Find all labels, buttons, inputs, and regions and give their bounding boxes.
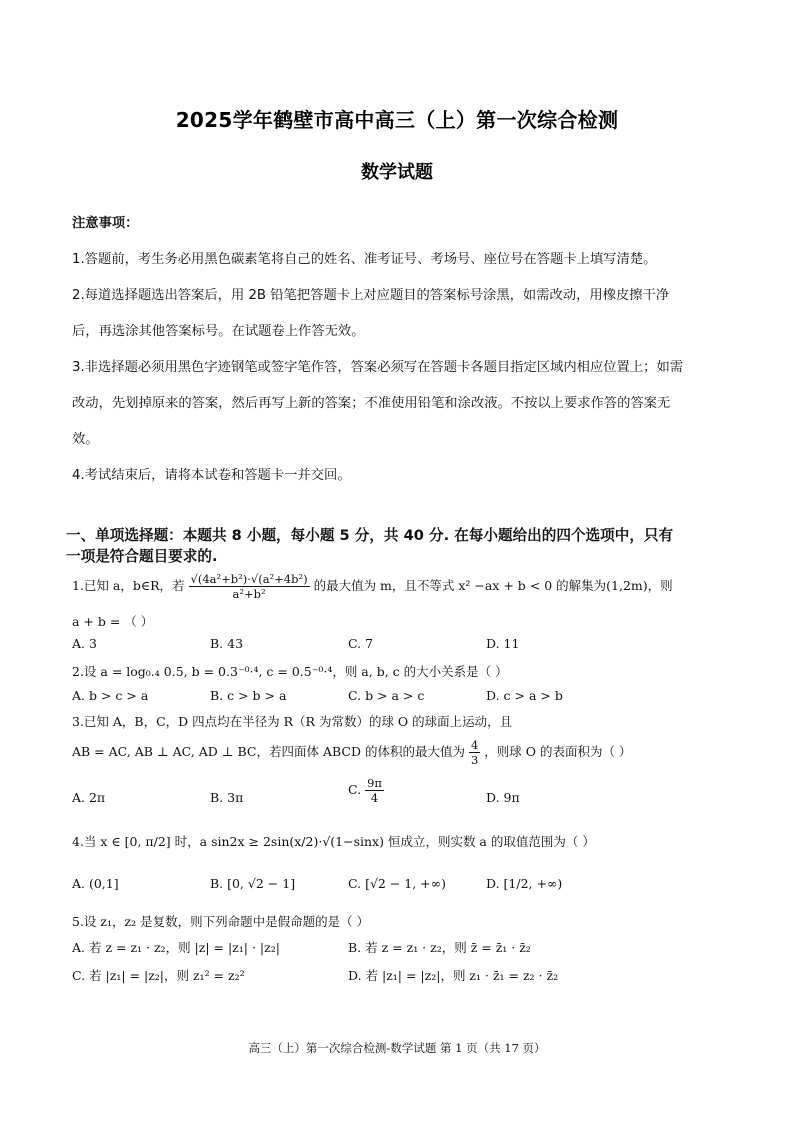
q3-option-c-label: C. <box>348 782 362 797</box>
question-3: 3.已知 A，B，C，D 四点均在半径为 R（R 为常数）的球 O 的球面上运动，且 <box>72 714 513 729</box>
q3-option-d: D. 9π <box>486 790 520 805</box>
question-2: 2.设 a = log₀.₄ 0.5, b = 0.3⁻⁰·⁴, c = 0.5⁻⁰·⁴，则 a, b, c 的大小关系是（ ） <box>72 664 508 679</box>
q1-option-c: C. 7 <box>348 636 374 651</box>
exam-title: 2025学年鹤壁市高中高三（上）第一次综合检测 <box>175 108 619 132</box>
q3-line2-text: AB = AC, AB ⊥ AC, AD ⊥ BC，若四面体 ABCD 的体积的最大值为 <box>72 744 465 759</box>
q3-line2 <box>72 738 631 767</box>
q3-option-c-denominator: 4 <box>370 791 379 805</box>
section-heading-line1: 一、单项选择题：本题共 8 小题，每小题 5 分，共 40 分. 在每小题给出的四个选项中，只有 <box>66 527 674 544</box>
note-line: 2.每道选择题选出答案后，用 2B 铅笔把答题卡上对应题目的答案标号涂黑，如需改动，用橡皮擦干净 <box>72 288 670 303</box>
q1-fraction-numerator: √(4a²+b²)·√(a²+4b²) <box>190 572 308 586</box>
section-heading-line2: 一项是符合题目要求的. <box>66 548 218 565</box>
question-1 <box>72 572 673 601</box>
q2-option-a: A. b > c > a <box>72 688 149 703</box>
q1-fraction-denominator: a²+b² <box>232 587 266 601</box>
q3-option-c <box>348 776 384 805</box>
note-line: 4.考试结束后，请将本试卷和答题卡一并交回。 <box>72 468 351 483</box>
q3-fraction-denominator: 3 <box>470 753 479 767</box>
note-line: 效。 <box>72 432 99 447</box>
q2-option-c: C. b > a > c <box>348 688 425 703</box>
q1-option-a: A. 3 <box>72 636 97 651</box>
q4-option-c: C. [√2 − 1, +∞) <box>348 876 446 891</box>
q3-fraction <box>469 738 480 767</box>
exam-subtitle: 数学试题 <box>361 162 433 183</box>
q5-option-b: B. 若 z = z₁ · z₂，则 z̄ = z̄₁ · z̄₂ <box>348 940 531 955</box>
q1-prefix: 1.已知 <box>72 578 109 593</box>
q2-option-d: D. c > a > b <box>486 688 563 703</box>
section-heading <box>66 524 726 566</box>
q3-option-c-fraction <box>365 776 384 805</box>
page-footer: 高三（上）第一次综合检测-数学试题 第 1 页（共 17 页） <box>248 1041 546 1055</box>
question-4: 4.当 x ∈ [0, π/2] 时，a sin2x ≥ 2sin(x/2)·√(1−sinx) 恒成立，则实数 a 的取值范围为（ ） <box>72 834 595 849</box>
q1-line2: a + b = （ ） <box>72 614 154 629</box>
q2-option-b: B. c > b > a <box>210 688 287 703</box>
q4-option-b: B. [0, √2 − 1] <box>210 876 296 891</box>
note-line: 3.非选择题必须用黑色字迹钢笔或签字笔作答，答案必须写在答题卡各题目指定区域内相应位置上；如需 <box>72 360 684 375</box>
q5-option-a: A. 若 z = z₁ · z₂，则 |z| = |z₁| · |z₂| <box>72 940 280 955</box>
q3-option-c-numerator: 9π <box>367 776 382 790</box>
q3-line2-tail: ，则球 O 的表面积为（ ） <box>484 744 632 759</box>
q4-option-a: A. (0,1] <box>72 876 119 891</box>
q1-fraction <box>189 572 310 601</box>
q5-option-c: C. 若 |z₁| = |z₂|，则 z₁² = z₂² <box>72 968 245 983</box>
notes-heading: 注意事项： <box>72 216 139 231</box>
note-line: 改动，先划掉原来的答案，然后再写上新的答案；不准使用铅笔和涂改液。不按以上要求作答的答案无 <box>72 396 671 411</box>
note-line: 1.答题前，考生务必用黑色碳素笔将自己的姓名、准考证号、考场号、座位号在答题卡上填写清楚。 <box>72 252 657 267</box>
q1-option-d: D. 11 <box>486 636 520 651</box>
question-5: 5.设 z₁，z₂ 是复数，则下列命题中是假命题的是（ ） <box>72 914 370 929</box>
q3-fraction-numerator: 4 <box>470 738 479 752</box>
q3-option-a: A. 2π <box>72 790 106 805</box>
q1-vars: a，b∈R，若 <box>112 578 185 593</box>
note-line: 后，再选涂其他答案标号。在试题卷上作答无效。 <box>72 324 365 339</box>
q4-option-d: D. [1/2, +∞) <box>486 876 563 891</box>
q3-option-b: B. 3π <box>210 790 244 805</box>
q5-option-d: D. 若 |z₁| = |z₂|，则 z₁ · z̄₁ = z₂ · z̄₂ <box>348 968 559 983</box>
q1-option-b: B. 43 <box>210 636 244 651</box>
q1-mid: 的最大值为 m，且不等式 x² −ax + b < 0 的解集为(1,2m)，则 <box>313 578 673 593</box>
